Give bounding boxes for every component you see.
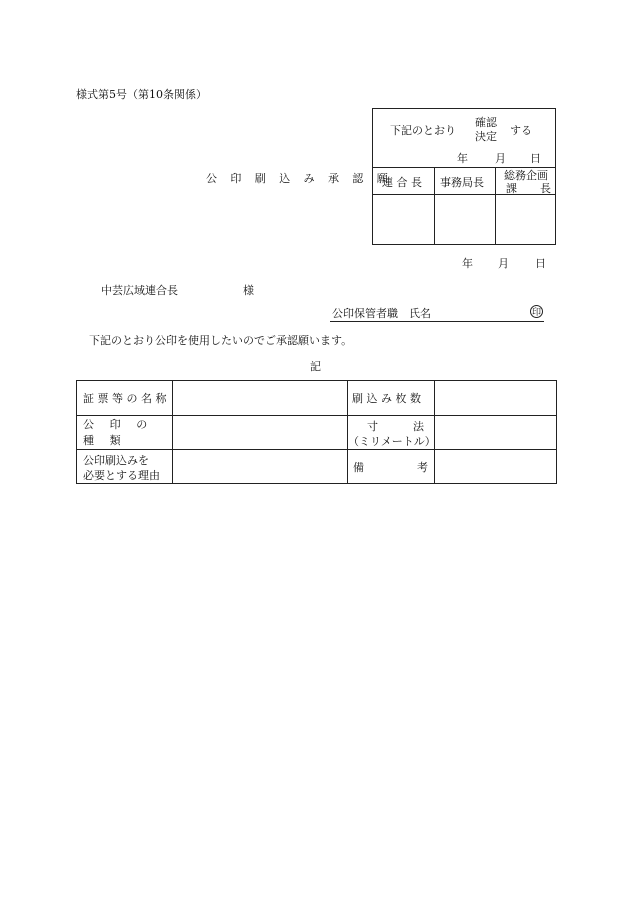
- label-print-count-text: 刷 込 み 枚 数: [352, 392, 421, 405]
- label-dimensions-b: 法: [413, 420, 424, 433]
- approval-col-divider: [434, 167, 435, 244]
- label-reason-line2: 必要とする理由: [83, 469, 160, 482]
- addressee-honorific: 様: [243, 284, 254, 297]
- request-text: 下記のとおり公印を使用したいのでご承認願います。: [89, 334, 353, 347]
- approval-date-day: 日: [530, 152, 541, 165]
- label-seal-type-text: 公 印 の 種 類: [83, 418, 154, 447]
- approval-col-section-chief-line1: 総務企画: [504, 169, 548, 182]
- label-reason-line1: 公印刷込みを: [83, 454, 149, 467]
- input-remarks[interactable]: [435, 449, 557, 483]
- applicant-underline: [330, 321, 544, 322]
- approval-option-decide: 決定: [475, 130, 497, 143]
- approval-col-divider: [495, 167, 496, 244]
- approval-col-secretary-general: 事務局長: [440, 176, 484, 189]
- input-print-count[interactable]: [435, 381, 557, 415]
- approval-date-month: 月: [495, 152, 506, 165]
- date-year: 年: [462, 257, 473, 270]
- label-certificate-name: [77, 381, 172, 415]
- date-day: 日: [535, 257, 546, 270]
- label-remarks-b: 考: [417, 461, 428, 474]
- input-reason[interactable]: [173, 449, 347, 483]
- input-dimensions[interactable]: [435, 415, 557, 449]
- approval-date-year: 年: [457, 152, 468, 165]
- approval-option-confirm: 確認: [475, 116, 497, 129]
- label-certificate-name-text: 証 票 等 の 名 称: [83, 392, 167, 405]
- applicant-label: 公印保管者職 氏名: [332, 307, 431, 320]
- label-dimensions-unit: （ミリメートル）: [348, 435, 436, 448]
- label-dimensions-a: 寸: [367, 420, 378, 433]
- approval-box: [372, 108, 556, 245]
- details-table: [76, 380, 557, 484]
- form-number: 様式第5号（第10条関係）: [76, 88, 207, 101]
- approval-statement-prefix: 下記のとおり: [390, 124, 456, 137]
- approval-col-section-chief-a: 課: [506, 182, 517, 195]
- addressee-name: 中芸広域連合長: [101, 284, 178, 297]
- seal-mark: 印: [530, 305, 543, 318]
- label-dimensions: [347, 415, 434, 449]
- label-reason: [77, 449, 172, 483]
- approval-col-section-chief-b: 長: [540, 182, 551, 195]
- label-remarks: [347, 449, 434, 483]
- input-seal-type[interactable]: [173, 415, 347, 449]
- label-remarks-a: 備: [353, 461, 364, 474]
- approval-statement-suffix: する: [510, 124, 532, 137]
- ki-heading: 記: [310, 360, 321, 373]
- label-seal-type: [77, 415, 172, 449]
- page-title: 公 印 刷 込 み 承 認 願: [206, 172, 393, 185]
- date-month: 月: [498, 257, 509, 270]
- approval-header-divider: [373, 194, 555, 195]
- approval-statement: [373, 109, 555, 167]
- label-print-count: [347, 381, 434, 415]
- input-certificate-name[interactable]: [173, 381, 347, 415]
- approval-col-chairman: 連 合 長: [382, 176, 422, 189]
